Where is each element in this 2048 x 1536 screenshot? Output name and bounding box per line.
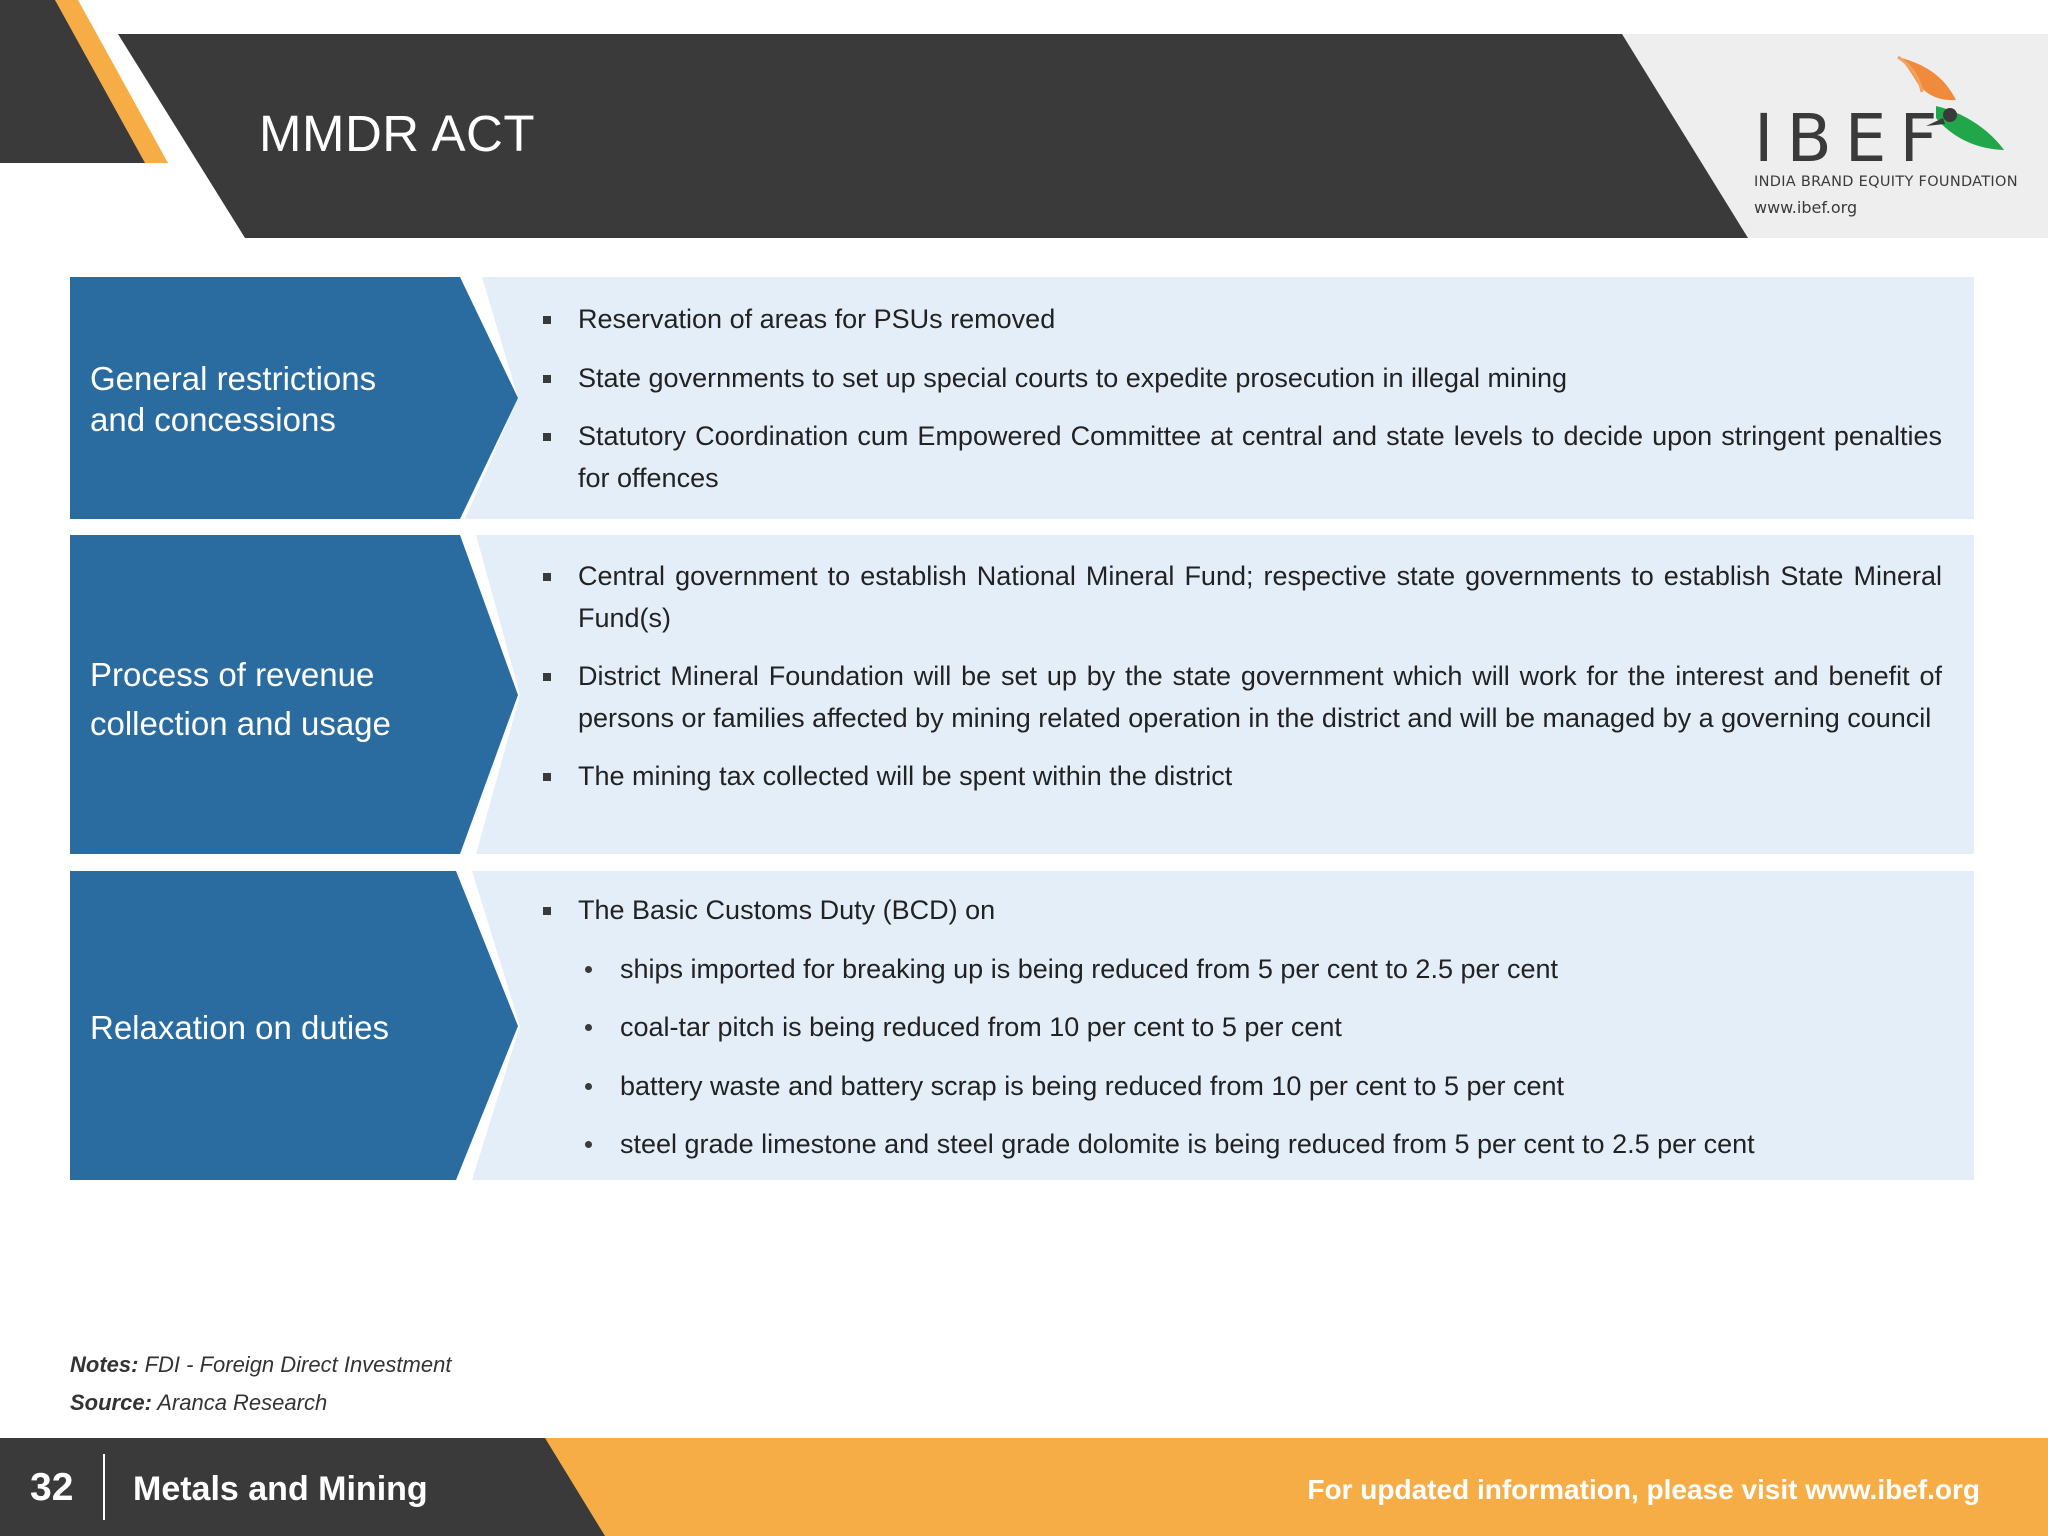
source-line: [70, 1390, 327, 1416]
square-bullet-icon: [543, 375, 551, 383]
list-item: District Mineral Foundation will be set up by the state government which will work for the interest and benefit of persons or families affected by mining related operation in the district and will be managed by a governing council: [540, 656, 1942, 739]
square-bullet-icon: [543, 773, 551, 781]
row-label-line: and concessions: [90, 401, 336, 438]
logo-tagline: INDIA BRAND EQUITY FOUNDATION: [1754, 174, 2018, 190]
row-content-general-restrictions: [540, 299, 1942, 516]
footer-section-title: Metals and Mining: [133, 1470, 428, 1508]
row-label-line: Process of revenue: [90, 656, 375, 693]
notes-line: [70, 1352, 451, 1378]
square-bullet-icon: [543, 433, 551, 441]
round-bullet-icon: [585, 966, 592, 973]
round-bullet-icon: [585, 1024, 592, 1031]
footer-divider: [103, 1454, 105, 1520]
list-item: The Basic Customs Duty (BCD) on: [540, 890, 1942, 932]
square-bullet-icon: [543, 316, 551, 324]
notes-text: FDI - Foreign Direct Investment: [144, 1352, 452, 1377]
square-bullet-icon: [543, 673, 551, 681]
row-label-general-restrictions: [90, 358, 430, 440]
list-item: The mining tax collected will be spent within the district: [540, 756, 1942, 798]
list-item: State governments to set up special courts to expedite prosecution in illegal mining: [540, 358, 1942, 400]
row-label-relaxation-duties: [90, 1007, 430, 1048]
source-text: Aranca Research: [157, 1390, 328, 1415]
square-bullet-icon: [543, 907, 551, 915]
logo-url: www.ibef.org: [1754, 198, 1858, 217]
page-title: MMDR ACT: [259, 105, 535, 162]
row-label-line: General restrictions: [90, 360, 377, 397]
logo-wordmark: IBEF: [1754, 100, 1951, 177]
round-bullet-icon: [585, 1083, 592, 1090]
square-bullet-icon: [543, 573, 551, 581]
list-item: Central government to establish National Mineral Fund; respective state governments to establish State Mineral Fund(s): [540, 556, 1942, 639]
row-label-revenue-collection: [90, 650, 430, 748]
list-item: Reservation of areas for PSUs removed: [540, 299, 1942, 341]
row-content-revenue-collection: [540, 556, 1942, 815]
row-label-line: collection and usage: [90, 705, 391, 742]
footer-website-link[interactable]: For updated information, please visit www.ibef.org: [1307, 1474, 1980, 1505]
row-content-relaxation-duties: [540, 890, 1942, 1183]
list-item: Statutory Coordination cum Empowered Committee at central and state levels to decide upon stringent penalties for offences: [540, 416, 1942, 499]
page-number: 32: [30, 1466, 74, 1509]
source-label: Source:: [70, 1390, 152, 1415]
sub-list-item: steel grade limestone and steel grade dolomite is being reduced from 5 per cent to 2.5 per cent: [540, 1124, 1942, 1166]
sub-list-item: coal-tar pitch is being reduced from 10 per cent to 5 per cent: [540, 1007, 1942, 1049]
sub-list-item: battery waste and battery scrap is being reduced from 10 per cent to 5 per cent: [540, 1066, 1942, 1108]
sub-list-item: ships imported for breaking up is being reduced from 5 per cent to 2.5 per cent: [540, 949, 1942, 991]
round-bullet-icon: [585, 1141, 592, 1148]
row-label-line: Relaxation on duties: [90, 1009, 390, 1046]
notes-label: Notes:: [70, 1352, 139, 1377]
